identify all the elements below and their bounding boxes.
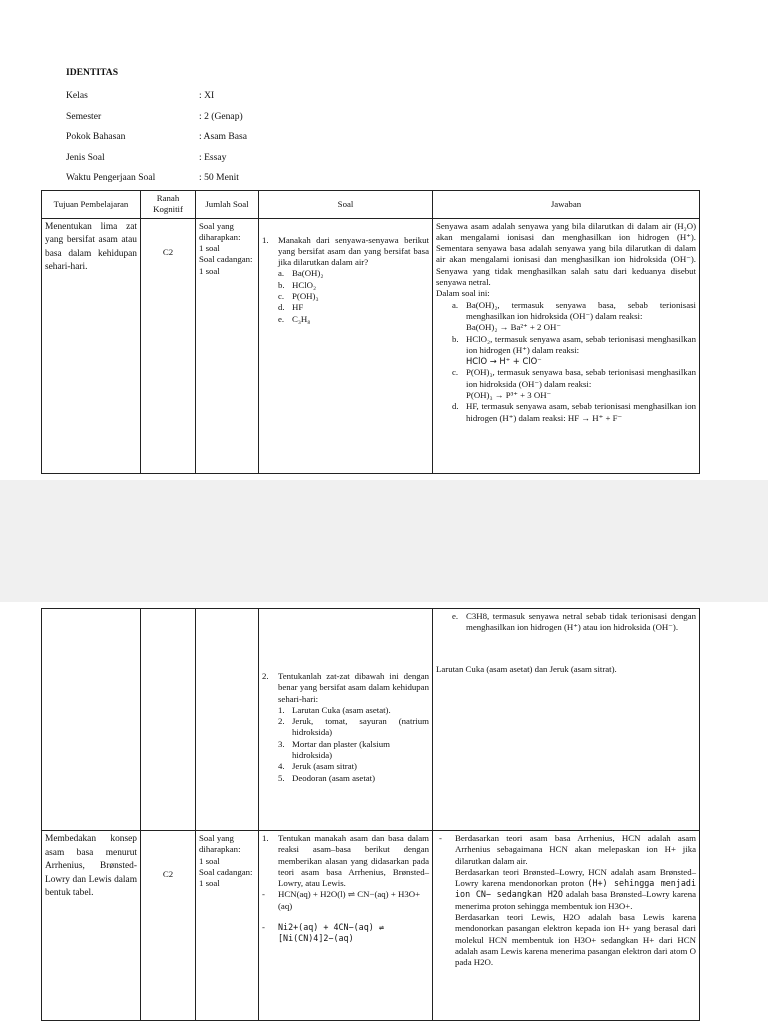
answer-intro: Senyawa asam adalah senyawa yang bila dilarutkan di dalam air (H₂O) akan mengalami ionisasi dan menghasilkan ion hidrogen (H⁺). Sementara senyawa basa adalah senyawa yang bila dilarutkan di dalam air akan mengalami ionisasi dan menghasilkan ion hidroksida (OH⁻). Senyawa yang tidak menghasilkan salah satu dari keduanya disebut senyawa netral.	[436, 220, 696, 288]
header-jumlah: Jumlah Soal	[196, 191, 259, 219]
question-2	[262, 671, 429, 705]
option-letter: a.	[278, 268, 285, 279]
answer-arrhenius: Berdasarkan teori asam basa Arrhenius, HCN adalah asam Arrhenius sebagaimana HCN akan melepaskan ion H+ jika dilarutkan dalam air.	[455, 833, 696, 866]
identitas-label: Waktu Pengerjaan Soal	[66, 172, 156, 184]
option-item	[262, 314, 429, 325]
header-tujuan: Tujuan Pembelajaran	[42, 191, 141, 219]
cell-ranah: C2	[141, 831, 196, 1021]
option-number: 4.	[278, 761, 285, 772]
question-text: Tentukan manakah asam dan basa dalam reaksi asam–basa berikut dengan memberikan alasan yang didasarkan pada teori asam basa Arrhenius, Brønsted–Lowry, atau Lewis.	[278, 833, 429, 889]
answer-item	[436, 611, 696, 634]
answer-letter: e.	[452, 611, 459, 621]
table-row	[42, 609, 700, 831]
option-text: HClO₂	[292, 279, 317, 290]
identitas-row-kelas	[66, 86, 247, 107]
answer-letter: b.	[452, 333, 459, 344]
answer-bronsted-2: adalah basa Brønsted–Lowry karena menerima proton sehingga membentuk ion H3O+.	[455, 889, 696, 911]
answer-lewis: Berdasarkan teori Lewis, H2O adalah basa Lewis karena mendonorkan pasangan elektron kepada ion H+ yang berasal dari molekul HCN membentuk ion H3O+ sedangkan H+ dari HCN adalah asam Lewis karena menerima pasangan elektron dari atom O pada H2O.	[455, 912, 696, 968]
cell-jawaban	[433, 831, 700, 1021]
cell-tujuan: Membedakan konsep asam basa menurut Arrhenius, Brønsted-Lowry dan Lewis dalam bentuk tabel.	[42, 831, 141, 1021]
answer-reaction: P(OH)₃ → P³⁺ + 3 OH⁻	[466, 390, 552, 401]
question-1	[262, 833, 429, 889]
answer-item	[436, 401, 696, 424]
jumlah-line: 1 soal	[199, 243, 220, 254]
jumlah-line: 1 soal	[199, 878, 220, 889]
dash-bullet: -	[262, 922, 265, 933]
identitas-row-semester	[66, 107, 247, 128]
option-item	[262, 302, 429, 313]
answer-item	[436, 367, 696, 401]
option-number: 3.	[278, 738, 285, 749]
question-number: 1.	[262, 234, 269, 245]
option-text: Jeruk, tomat, sayuran (natrium hidroksida)	[292, 716, 429, 738]
option-item	[262, 268, 429, 279]
answer-item	[436, 300, 696, 334]
answer-letter: a.	[452, 299, 459, 310]
identitas-label: Jenis Soal	[66, 151, 105, 163]
option-number: 5.	[278, 772, 285, 783]
answer-2: Larutan Cuka (asam asetat) dan Jeruk (asam sitrat).	[436, 663, 617, 674]
answer-dalam-soal: Dalam soal ini:	[436, 288, 490, 299]
reaction-text: HCN(aq) + H2O(l) ⇌ CN−(aq) + H3O+(aq)	[278, 889, 421, 911]
question-text: Manakah dari senyawa-senyawa berikut yang bersifat asam dan yang bersifat basa jika dilarutkan dalam air?	[278, 234, 429, 268]
answer-letter: c.	[452, 367, 459, 378]
page-gap	[0, 480, 768, 602]
answer-reaction: HClO → H⁺ + ClO⁻	[466, 356, 542, 367]
answer-text: HF, termasuk senyawa asam, sebab terionisasi menghasilkan ion hidrogen (H⁺) dalam reaksi: HF → H⁺ + F⁻	[466, 401, 696, 423]
identitas-block	[66, 66, 247, 189]
identitas-value: : 2 (Genap)	[199, 110, 243, 122]
question-1	[262, 235, 429, 269]
answer-text: Ba(OH)₂, termasuk senyawa basa, sebab terionisasi menghasilkan ion hidroksida (OH⁻) dalam reaksi:	[466, 299, 696, 321]
option-item	[262, 773, 429, 784]
question-table-page-2	[41, 608, 700, 1021]
question-table-page-1	[41, 190, 700, 474]
question-number: 2.	[262, 671, 269, 681]
identitas-row-pokok-bahasan	[66, 127, 247, 148]
option-letter: b.	[278, 279, 285, 290]
identitas-row-waktu	[66, 168, 247, 189]
identitas-value: : XI	[199, 90, 215, 102]
option-item	[262, 280, 429, 291]
header-soal: Soal	[259, 191, 433, 219]
answer-letter: d.	[452, 401, 459, 412]
answer-item	[436, 334, 696, 368]
option-text: Jeruk (asam sitrat)	[292, 761, 357, 772]
cell-tujuan-empty	[42, 609, 141, 831]
jumlah-line: Soal cadangan:	[199, 254, 253, 265]
header-ranah: Ranah Kognitif	[141, 191, 196, 219]
option-text: P(OH)₃	[292, 291, 319, 302]
jumlah-line: Soal yang diharapkan:	[199, 833, 241, 855]
document-page-1	[0, 0, 768, 480]
dash-bullet: -	[439, 833, 442, 843]
reaction-item	[262, 889, 429, 912]
answer-reaction: Ba(OH)₂ → Ba²⁺ + 2 OH⁻	[466, 322, 561, 333]
answer-block	[439, 833, 696, 969]
option-text: Deodoran (asam asetat)	[292, 772, 376, 783]
option-item	[262, 705, 429, 716]
table-row	[42, 218, 700, 473]
option-item	[262, 291, 429, 302]
identitas-value: : Asam Basa	[199, 131, 247, 143]
identitas-label: Pokok Bahasan	[66, 131, 126, 143]
option-letter: d.	[278, 302, 285, 313]
answer-bronsted: Berdasarkan teori Brønsted–Lowry, HCN adalah asam Brønsted–Lowry karena mendonorkan proton	[455, 866, 696, 889]
header-jawaban: Jawaban	[433, 191, 700, 219]
answer-text: P(OH)₃, termasuk senyawa basa, sebab terionisasi menghasilkan ion hidroksida (OH⁻) dalam reaksi:	[466, 367, 696, 389]
table-header-row	[42, 191, 700, 219]
cell-jumlah-empty	[196, 609, 259, 831]
option-text: Mortar dan plaster (kalsium hidroksida)	[292, 738, 390, 761]
cell-ranah: C2	[141, 218, 196, 473]
question-text: Tentukanlah zat-zat dibawah ini dengan benar yang bersifat asam dalam kehidupan sehari-hari:	[278, 671, 429, 704]
option-item	[262, 761, 429, 772]
jumlah-line: Soal yang diharapkan:	[199, 220, 241, 242]
option-letter: c.	[278, 291, 285, 302]
cell-jumlah	[196, 218, 259, 473]
option-item	[262, 716, 429, 739]
option-text: Ba(OH)₂	[292, 268, 324, 279]
identitas-value: : Essay	[199, 151, 227, 163]
jumlah-line: Soal cadangan:	[199, 866, 253, 877]
option-text: Larutan Cuka (asam asetat).	[292, 704, 391, 715]
jumlah-line: 1 soal	[199, 855, 220, 866]
cell-soal	[259, 218, 433, 473]
answer-bronsted-mono: (H+) sehingga menjadi ion CN− sedangkan H2O	[455, 878, 697, 900]
cell-soal	[259, 609, 433, 831]
identitas-row-jenis-soal	[66, 148, 247, 169]
option-text: C₃H₈	[292, 313, 311, 324]
identitas-label: Semester	[66, 110, 102, 122]
option-item	[262, 739, 429, 762]
cell-jawaban	[433, 218, 700, 473]
answer-text: HClO₂, termasuk senyawa asam, sebab terionisasi menghasilkan ion hidrogen (H⁺) dalam reaksi:	[466, 333, 696, 355]
option-letter: e.	[278, 313, 285, 324]
identitas-value: : 50 Menit	[199, 172, 239, 184]
document-page-2	[0, 602, 768, 1024]
option-number: 1.	[278, 704, 285, 715]
identitas-label: Kelas	[66, 90, 88, 102]
option-number: 2.	[278, 716, 285, 727]
reaction-text: Ni2+(aq) + 4CN−(aq) ⇌ [Ni(CN)4]2−(aq)	[278, 922, 384, 944]
table-row	[42, 831, 700, 1021]
option-text: HF	[292, 302, 304, 313]
reaction-item	[262, 922, 429, 945]
jumlah-line: 1 soal	[199, 265, 220, 276]
cell-tujuan: Menentukan lima zat yang bersifat asam atau basa dalam kehidupan sehari-hari.	[42, 218, 141, 473]
identitas-title: IDENTITAS	[66, 67, 119, 78]
dash-bullet: -	[262, 889, 265, 900]
cell-soal	[259, 831, 433, 1021]
cell-ranah-empty	[141, 609, 196, 831]
question-number: 1.	[262, 833, 269, 843]
answer-text: C3H8, termasuk senyawa netral sebab tidak terionisasi dengan menghasilkan ion hidrogen (H⁺) atau ion hidroksida (OH⁻).	[466, 611, 696, 633]
cell-jawaban	[433, 609, 700, 831]
cell-jumlah	[196, 831, 259, 1021]
